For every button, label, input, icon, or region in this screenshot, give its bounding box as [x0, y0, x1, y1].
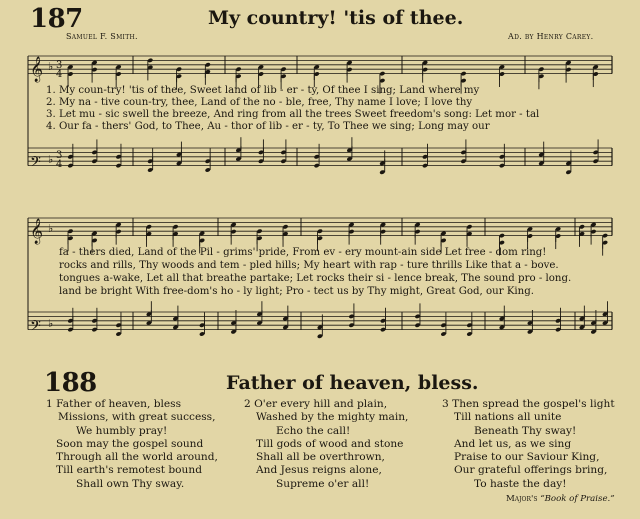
- verse-line: O'er every hill and plain,: [254, 398, 388, 410]
- verse-line: Till earth's remotest bound: [56, 464, 202, 477]
- lyric-line-8: land be bright With free-dom's ho - ly light; Pro - tect us by Thy might, Great God, our King.: [59, 286, 535, 297]
- lyric-line-4: 4. Our fa - thers' God, to Thee, Au - thor of lib - er - ty, To Thee we sing; Long may our: [46, 121, 490, 132]
- verse-1: [46, 398, 218, 491]
- hymn-187-title: My country! 'tis of thee.: [208, 7, 464, 29]
- time-sig: 3: [56, 60, 63, 71]
- bass-clef: 𝄢: [30, 154, 41, 174]
- flat-sign: ♭: [48, 317, 54, 330]
- verse-line: Beneath Thy sway!: [474, 424, 577, 437]
- verse-line: Shall all be overthrown,: [256, 451, 385, 464]
- flat-sign: ♭: [48, 153, 54, 166]
- verse-line: Missions, with great success,: [58, 411, 216, 424]
- time-sig: 3: [56, 150, 63, 161]
- verse-line: Echo the call!: [276, 424, 351, 437]
- bass-clef: 𝄢: [30, 318, 41, 338]
- verse-line: Our grateful offerings bring,: [454, 464, 608, 477]
- verse-line: Shall own Thy sway.: [76, 477, 185, 490]
- treble-clef: 𝄞: [30, 57, 44, 82]
- verse-2-number: 2: [244, 398, 251, 410]
- verse-line: Father of heaven, bless: [56, 398, 182, 410]
- flat-sign: ♭: [48, 222, 54, 235]
- verse-line: Praise to our Saviour King,: [454, 451, 600, 464]
- verse-line: Till gods of wood and stone: [256, 437, 404, 450]
- verse-line: Supreme o'er all!: [276, 477, 370, 490]
- verse-3: [442, 398, 615, 491]
- verse-2: [244, 398, 408, 491]
- verse-line: Till nations all unite: [454, 411, 562, 424]
- lyric-line-1: 1. My coun-try! 'tis of thee, Sweet land of lib - er - ty, Of thee I sing; Land where my: [46, 85, 480, 96]
- verse-line: And Jesus reigns alone,: [256, 464, 382, 477]
- time-sig: 4: [56, 159, 63, 170]
- hymn-188-number: 188: [44, 368, 97, 398]
- lyric-line-2: 2. My na - tive coun-try, thee, Land of the no - ble, free, Thy name I love; I love thy: [46, 97, 473, 108]
- flat-sign: ♭: [48, 60, 54, 73]
- verse-line: And let us, as we sing: [454, 437, 572, 450]
- lyric-line-3: 3. Let mu - sic swell the breeze, And ring from all the trees Sweet freedom's song: Let mor - tal: [46, 109, 540, 120]
- verse-line: Then spread the gospel's light: [452, 398, 615, 410]
- hymn-187-number: 187: [30, 4, 83, 34]
- verse-1-number: 1: [46, 398, 53, 410]
- verse-line: Soon may the gospel sound: [56, 437, 204, 450]
- attribution-book: “Book of Praise.”: [540, 494, 615, 504]
- verse-line: To haste the day!: [474, 477, 567, 490]
- hymn-188-title: Father of heaven, bless.: [226, 372, 479, 394]
- words-credit: Samuel F. Smith.: [66, 32, 138, 41]
- lyric-line-5: fa - thers died, Land of the Pil - grims' pride, From ev - ery mount-ain side Let free - dom ring!: [59, 247, 547, 258]
- verse-line: Washed by the mighty main,: [256, 411, 409, 424]
- lyric-line-7: tongues a-wake, Let all that breathe partake; Let rocks their si - lence break, The sound pro - long.: [59, 273, 572, 284]
- attribution: [506, 494, 615, 504]
- verse-line: Through all the world around,: [56, 451, 218, 464]
- attribution-prefix: Major's: [506, 494, 538, 504]
- verse-line: We humbly pray!: [76, 424, 168, 437]
- lyric-line-6: rocks and rills, Thy woods and tem - pled hills; My heart with rap - ture thrills Like that a - bove.: [59, 260, 559, 271]
- verse-3-number: 3: [442, 398, 449, 410]
- treble-clef: 𝄞: [30, 219, 44, 244]
- music-credit: Ad. by Henry Carey.: [508, 32, 594, 41]
- time-sig: 4: [56, 69, 63, 80]
